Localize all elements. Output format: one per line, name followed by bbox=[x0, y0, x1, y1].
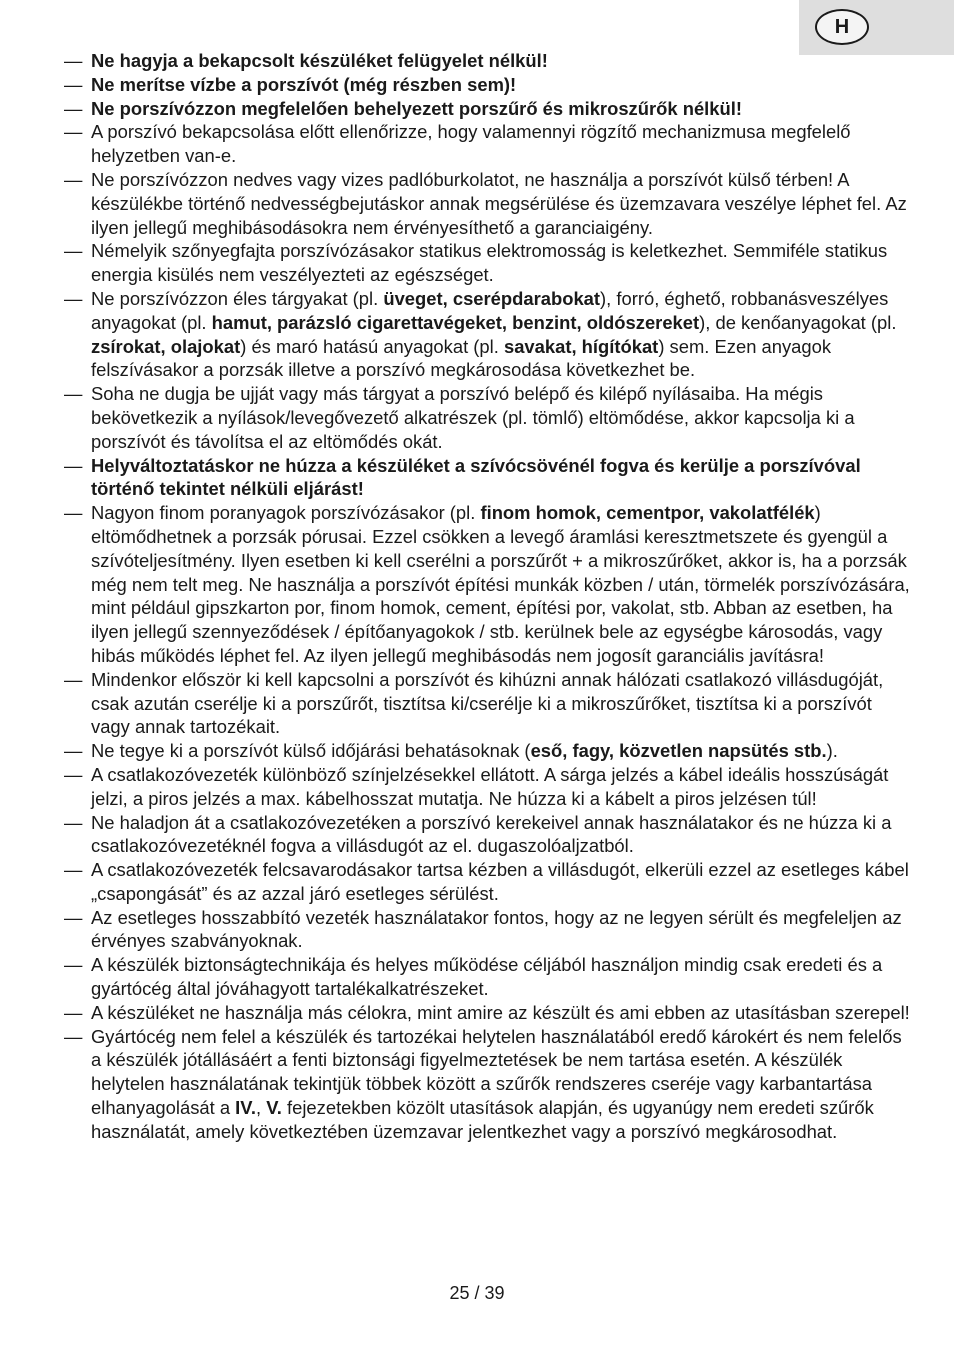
text-segment: ), forró, éghető, robbanásveszélyes anyagokat (pl. bbox=[91, 287, 889, 333]
list-item bbox=[64, 906, 914, 954]
text-segment: Ne porszívózzon nedves vagy vizes padlóburkolatot, ne használja a porszívót külső térben! A készülékbe történő nedvességbejutáskor annak megsérülése és üzemzavara veszélye léphet fel. Az ilyen jellegű meghibásodásokra nem érvényesíthető a garanciaigény. bbox=[91, 168, 907, 238]
bold-text: Helyváltoztatáskor ne húzza a készüléket a szívócsövénél fogva és kerülje a porszívóval történő tekintet nélküli eljárást! bbox=[91, 454, 861, 500]
list-dash: — bbox=[64, 240, 83, 262]
list-item bbox=[64, 858, 914, 906]
text-segment: A készülék biztonságtechnikája és helyes működése céljából használjon mindig csak eredeti és a gyártócég által jóváhagyott tartalékalkatrészeket. bbox=[91, 954, 883, 1000]
list-item-text bbox=[91, 740, 838, 761]
list-item bbox=[64, 239, 914, 287]
bold-text: savakat, hígítókat bbox=[503, 335, 659, 357]
bold-text: hamut, parázsló cigarettavégeket, benzint, oldószereket bbox=[211, 311, 700, 333]
text-segment: ), de kenőanyagokat (pl. bbox=[699, 311, 897, 333]
bold-text: Ne porszívózzon megfelelően behelyezett porszűrő és mikroszűrők nélkül! bbox=[91, 97, 742, 119]
list-item bbox=[64, 668, 914, 739]
text-segment: ) eltömődhetnek a porzsák pórusai. Ezzel csökken a levegő áramlási keresztmetszete és gyengül a szívóteljesítmény. Ilyen esetben ki kell cserélni a porszűrőt + a mikroszűrőket, akkor is, ha a porzsák még nem telt meg. Ne használja a porszívót építési munkák közben / után, törmelék porszívózására, mint például gipszkarton por, finom homok, cement, építési por, vakolat, stb. Abban az esetben, ha ilyen jellegű szennyeződések / építőanyagokok / stb. kerülnek bele az egységbe károsodás, vagy hibás működés léphet fel. Az ilyen jellegű meghibásodás nem jogosít garanciális javításra! bbox=[91, 502, 910, 666]
text-segment: Soha ne dugja be ujját vagy más tárgyat a porszívó belépő és kilépő nyílásaiba. Ha mégis bekövetkezik a nyílások/levegővezető alkatrészek (pl. tömlő) eltömődése, akkor kapcsolja ki a porszívót és távolítsa el az eltömődés okát. bbox=[91, 383, 855, 452]
language-badge: H bbox=[815, 9, 869, 45]
text-segment: Az esetleges hosszabbító vezeték használatakor fontos, hogy az ne legyen sérült és megfeleljen az érvényes szabványoknak. bbox=[91, 906, 902, 952]
text-segment: Némelyik szőnyegfajta porszívózásakor statikus elektromosság is keletkezhet. Semmiféle statikus energia kisülés nem veszélyezteti az egészséget. bbox=[91, 240, 888, 286]
text-segment: Ne haladjon át a csatlakozóvezetéken a porszívó kerekeivel annak használatakor és ne húzza ki a csatlakozóvezetéknél fogva a villásdugót az el. dugaszolóaljzatból. bbox=[91, 811, 892, 857]
list-item bbox=[64, 168, 914, 239]
text-segment: Mindenkor először ki kell kapcsolni a porszívót és kihúzni annak hálózati csatlakozó villásdugóját, csak azután cserélje ki a porszűrőt, tisztítsa ki/cserélje ki a mikroszűrőket, tisztítsa ki a porszívót vagy annak tartozékait. bbox=[91, 668, 884, 738]
text-segment: A csatlakozóvezeték különböző színjelzésekkel ellátott. A sárga jelzés a kábel ideális hosszúságát jelzi, a piros jelzés a max. kábelhosszat mutatja. Ne húzza ki a kábelt a piros jelzésen túl! bbox=[91, 763, 889, 809]
list-dash: — bbox=[64, 73, 83, 95]
list-item-text bbox=[91, 288, 896, 380]
list-item-text bbox=[91, 907, 902, 952]
list-item-text bbox=[91, 169, 907, 238]
list-dash: — bbox=[64, 811, 83, 833]
list-item-text bbox=[91, 240, 887, 285]
list-item-text bbox=[91, 669, 883, 738]
bold-text: V. bbox=[266, 1097, 282, 1119]
text-segment: Ne porszívózzon éles tárgyakat (pl. bbox=[91, 287, 384, 309]
list-item-text bbox=[91, 1002, 910, 1023]
text-segment: ). bbox=[826, 740, 838, 762]
bold-text: IV. bbox=[235, 1097, 256, 1119]
text-segment: A csatlakozóvezeték felcsavarodásakor tartsa kézben a villásdugót, elkerüli ezzel az esetleges kábel „csapongását” és az azzal járó esetleges sérülést. bbox=[91, 859, 909, 904]
list-item bbox=[64, 501, 914, 668]
list-item bbox=[64, 120, 914, 168]
bold-text: zsírokat, olajokat bbox=[91, 335, 241, 357]
text-segment: , bbox=[255, 1097, 267, 1119]
list-item-text bbox=[91, 764, 888, 809]
list-item-text bbox=[91, 954, 882, 999]
text-segment: Nagyon finom poranyagok porszívózásakor (pl. bbox=[91, 502, 481, 524]
list-dash: — bbox=[64, 906, 83, 928]
list-dash: — bbox=[64, 383, 83, 405]
text-segment: Ne tegye ki a porszívót külső időjárási behatásoknak ( bbox=[91, 740, 531, 762]
list-item bbox=[64, 287, 914, 382]
text-segment: ) sem. Ezen anyagok felszívásakor a porzsák illetve a porszívó megkárosodása következhet be. bbox=[91, 335, 832, 381]
text-segment: A készüléket ne használja más célokra, mint amire az készült és ami ebben az utasításban szerepel! bbox=[91, 1001, 910, 1023]
safety-instructions-list bbox=[64, 49, 914, 1144]
list-item bbox=[64, 49, 914, 73]
list-dash: — bbox=[64, 287, 83, 309]
bold-text: Ne merítse vízbe a porszívót (még részben sem)! bbox=[91, 73, 517, 95]
list-dash: — bbox=[64, 668, 83, 690]
list-item-text bbox=[91, 859, 909, 904]
list-dash: — bbox=[64, 97, 83, 119]
bold-text: finom homok, cementpor, vakolatfélék bbox=[480, 502, 815, 524]
list-dash: — bbox=[64, 50, 83, 71]
list-item bbox=[64, 73, 914, 97]
list-item bbox=[64, 1025, 914, 1144]
list-item bbox=[64, 953, 914, 1001]
list-item-text bbox=[91, 455, 861, 500]
list-item bbox=[64, 739, 914, 763]
list-dash: — bbox=[64, 1025, 83, 1047]
text-segment: Gyártócég nem felel a készülék és tartozékai helytelen használatából eredő károkért és nem felelős a készülék jótállásáért a fenti biztonsági figyelmeztetések be nem tartása esetén. A készülék helytelen használatának tekintjük többek között a szűrők rendszeres cseréje vagy karbantartása elhanyagolását a bbox=[91, 1025, 902, 1119]
language-tab bbox=[799, 0, 954, 55]
list-item-text bbox=[91, 50, 548, 71]
list-item-text bbox=[91, 812, 891, 857]
list-dash: — bbox=[64, 859, 83, 881]
list-dash: — bbox=[64, 121, 83, 143]
bold-text: üveget, cserépdarabokat bbox=[383, 287, 601, 309]
list-item-text bbox=[91, 1026, 902, 1142]
list-dash: — bbox=[64, 502, 83, 524]
bold-text: Ne hagyja a bekapcsolt készüléket felügyelet nélkül! bbox=[91, 50, 548, 71]
list-item bbox=[64, 382, 914, 453]
list-item bbox=[64, 454, 914, 502]
list-item-text bbox=[91, 502, 910, 666]
list-dash: — bbox=[64, 168, 83, 190]
list-item bbox=[64, 811, 914, 859]
bold-text: eső, fagy, közvetlen napsütés stb. bbox=[530, 740, 827, 762]
text-segment: fejezetekben közölt utasítások alapján, és ugyanúgy nem eredeti szűrők használatát, amely következtében üzemzavar jelentkezhet vagy a porszívó megkárosodhat. bbox=[91, 1097, 874, 1142]
list-dash: — bbox=[64, 740, 83, 762]
list-item bbox=[64, 763, 914, 811]
list-dash: — bbox=[64, 1001, 83, 1023]
text-segment: ) és maró hatású anyagokat (pl. bbox=[240, 335, 504, 357]
list-item-text bbox=[91, 74, 516, 95]
list-item bbox=[64, 1001, 914, 1025]
text-segment: A porszívó bekapcsolása előtt ellenőrizze, hogy valamennyi rögzítő mechanizmusa megfelelő helyzetben van-e. bbox=[91, 121, 851, 167]
list-item-text bbox=[91, 98, 742, 119]
list-dash: — bbox=[64, 454, 83, 476]
list-dash: — bbox=[64, 954, 83, 976]
list-item-text bbox=[91, 121, 851, 166]
page-number: 25 / 39 bbox=[449, 1283, 505, 1303]
list-dash: — bbox=[64, 763, 83, 785]
list-item-text bbox=[91, 383, 855, 452]
list-item bbox=[64, 97, 914, 121]
